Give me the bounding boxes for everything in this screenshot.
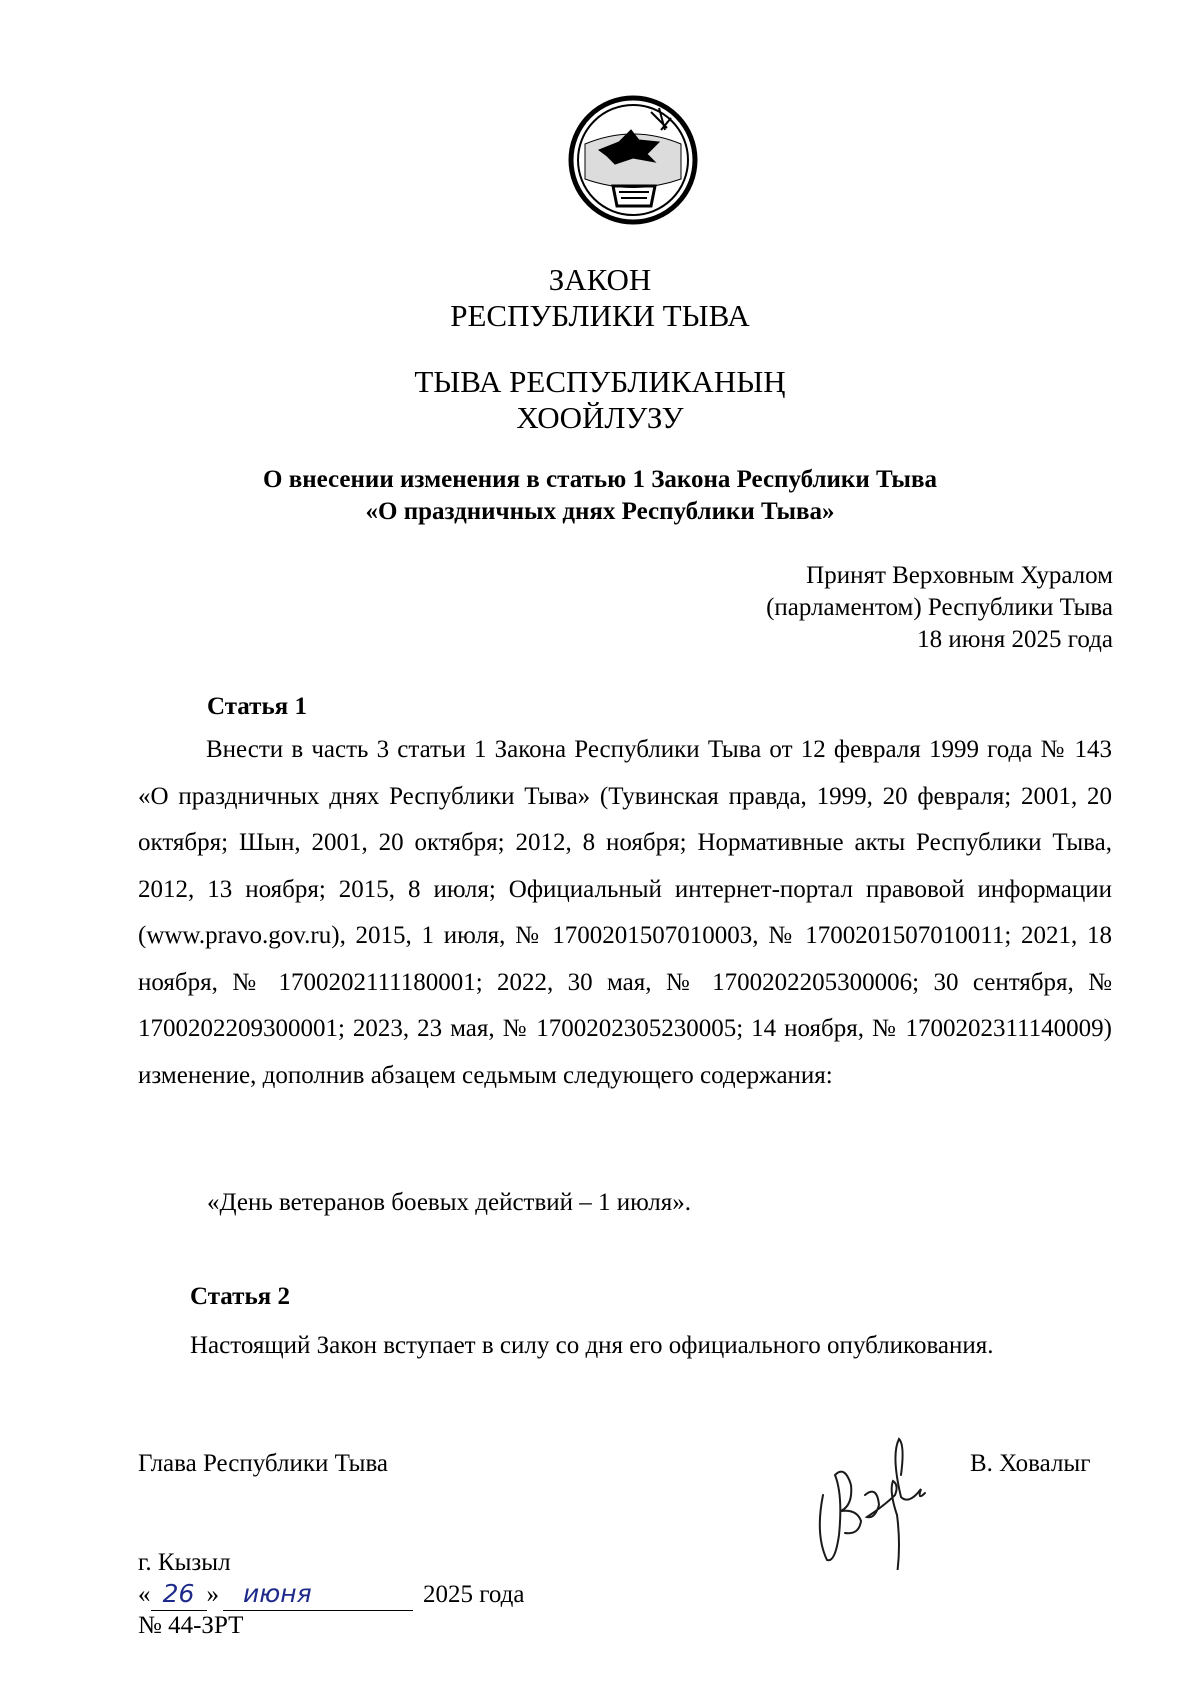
city: г. Кызыл [138, 1549, 231, 1576]
law-title-ru-line1: ЗАКОН [548, 262, 652, 297]
date-day-handwritten: 26 [151, 1578, 207, 1611]
article1-quote: «День ветеранов боевых действий – 1 июля». [207, 1189, 691, 1216]
article2-text: Настоящий Закон вступает в силу со дня его официального опубликования. [190, 1332, 994, 1359]
coat-of-arms-icon [555, 84, 711, 232]
date-open-quote: « [138, 1581, 151, 1608]
law-title-tyv-line2: ХООЙЛУЗУ [516, 400, 684, 435]
date-close-quote: » [206, 1581, 219, 1608]
article1-text: Внести в часть 3 статьи 1 Закона Республики Тыва от 12 февраля 1999 года № 143 «О праздничных днях Республики Тыва» (Тувинская правда, 1999, 20 февраля; 2001, 20 октября; Шын, 2001, 20 октября; 2012, 8 ноября; Нормативные акты Республики Тыва, 2012, 13 ноября; 2015, 8 июля; Официальный интернет-портал правовой информации (www.pravo.gov.ru), 2015, 1 июля, № 1700201507010003, № 1700201507010011; 2021, 18 ноября, № 1700202111180001; 2022, 30 мая, № 1700202205300006; 30 сентября, № 1700202209300001; 2023, 23 мая, № 1700202305230005; 14 ноября, № 1700202311140009) изменение, дополнив абзацем седьмым следующего содержания: [138, 736, 1112, 1089]
date-year: 2025 года [423, 1581, 525, 1608]
adoption-note [593, 560, 1113, 656]
article2-heading: Статья 2 [190, 1283, 290, 1310]
law-number: № 44-ЗРТ [138, 1612, 244, 1639]
adoption-line2: (парламентом) Республики Тыва [766, 594, 1113, 621]
law-subject-line2: «О праздничных днях Республики Тыва» [365, 498, 835, 525]
adoption-date: 18 июня 2025 года [917, 626, 1113, 653]
date-line [138, 1578, 524, 1611]
signatory-name: В. Ховалыг [970, 1450, 1091, 1477]
law-title-ru-line2: РЕСПУБЛИКИ ТЫВА [450, 298, 750, 333]
signature-icon [805, 1435, 945, 1570]
adoption-line1: Принят Верховным Хуралом [806, 562, 1113, 589]
law-subject-line1: О внесении изменения в статью 1 Закона Республики Тыва [263, 466, 937, 493]
law-title-tyv-line1: ТЫВА РЕСПУБЛИКАНЫҢ [414, 364, 786, 399]
signatory-position: Глава Республики Тыва [138, 1450, 389, 1477]
article1-heading: Статья 1 [207, 693, 307, 720]
date-month-handwritten: июня [223, 1578, 413, 1611]
